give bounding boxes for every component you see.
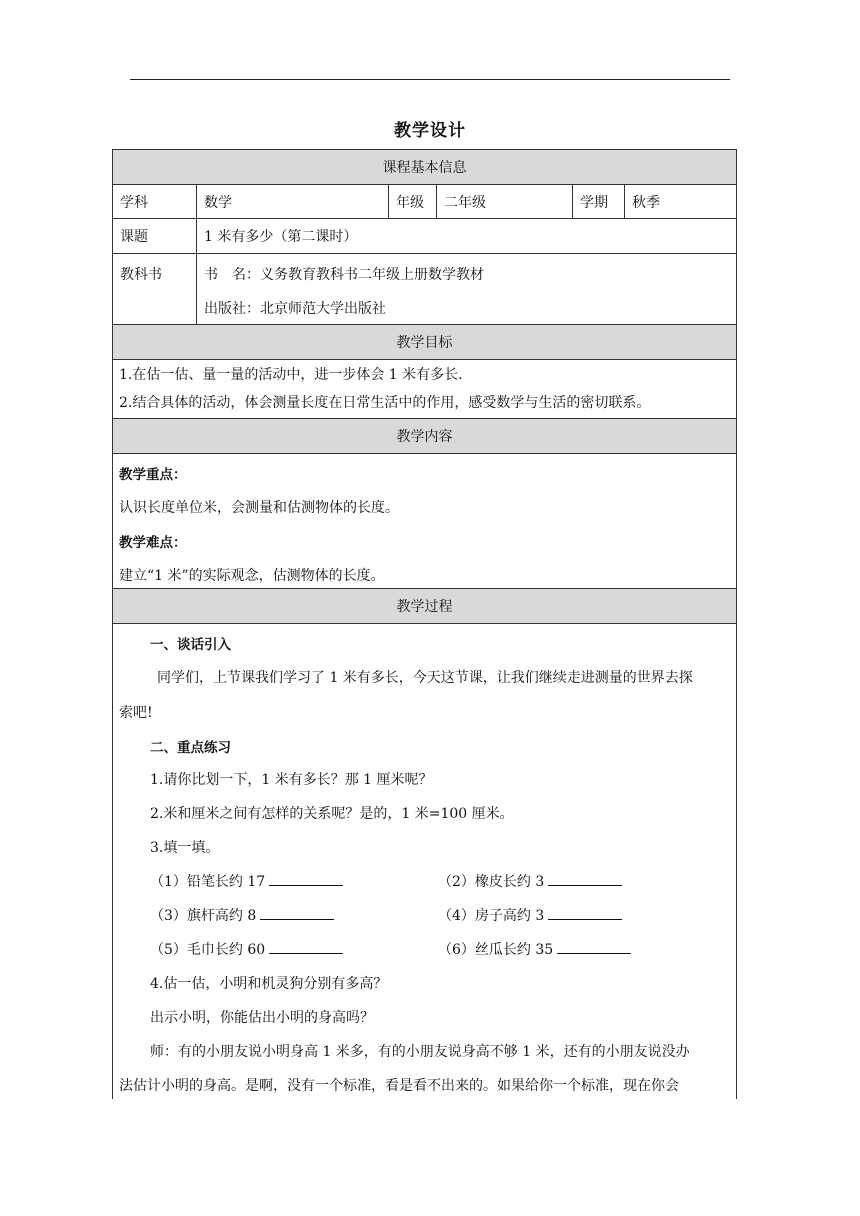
question-3: 3.填一填。 [150, 840, 220, 856]
fill-item-4: （4）房子高约 3 [438, 905, 622, 925]
term-value: 秋季 [632, 194, 660, 211]
key-points-text: 认识长度单位米，会测量和估测物体的长度。 [119, 500, 399, 516]
intro-line-2: 索吧! [119, 705, 153, 721]
show-xiaoming: 出示小明，你能估出小明的身高吗？ [150, 1010, 374, 1026]
answer-blank[interactable] [269, 952, 343, 954]
basic-info-header: 课程基本信息 [113, 150, 736, 185]
term-label: 学期 [573, 185, 625, 218]
question-2: 2.米和厘米之间有怎样的关系呢？是的，1 米=100 厘米。 [150, 806, 514, 822]
answer-blank[interactable] [269, 884, 343, 886]
process-body [113, 624, 736, 1099]
answer-blank[interactable] [557, 952, 631, 954]
section-practice-title: 二、重点练习 [150, 740, 231, 756]
textbook-label: 教科书 [113, 254, 197, 324]
textbook-value [197, 254, 736, 324]
grade-label: 年级 [389, 185, 437, 218]
objective-1: 1.在估一估、量一量的活动中，进一步体会 1 米有多长. [119, 367, 463, 383]
section-intro-title: 一、谈话引入 [150, 637, 231, 653]
textbook-name: 书 名：义务教育教科书二年级上册数学教材 [204, 267, 484, 283]
topic-value: 1 米有多少（第二课时） [204, 229, 358, 245]
subject-row [113, 185, 736, 219]
objectives-body [113, 360, 736, 419]
answer-blank[interactable] [548, 884, 622, 886]
objective-2: 2.结合具体的活动，体会测量长度在日常生活中的作用，感受数学与生活的密切联系。 [119, 395, 651, 411]
textbook-publisher: 出版社：北京师范大学出版社 [204, 301, 386, 317]
topic-label: 课题 [113, 219, 197, 253]
key-points-label: 教学重点： [119, 467, 187, 483]
header-rule [130, 79, 730, 80]
subject-label: 学科 [113, 185, 197, 218]
answer-blank[interactable] [548, 918, 622, 920]
fill-item-3: （3）旗杆高约 8 [150, 905, 334, 925]
textbook-row [113, 254, 736, 325]
topic-row [113, 219, 736, 254]
grade-value: 二年级 [437, 185, 573, 218]
document-title: 教学设计 [394, 121, 466, 141]
difficult-points-label: 教学难点： [119, 535, 187, 551]
difficult-points-text: 建立“1 米”的实际观念，估测物体的长度。 [119, 568, 385, 584]
subject-value: 数学 [197, 185, 389, 218]
answer-blank[interactable] [260, 918, 334, 920]
fill-item-2: （2）橡皮长约 3 [438, 871, 622, 891]
objectives-header: 教学目标 [113, 325, 736, 360]
teacher-line-1: 师：有的小朋友说小明身高 1 米多，有的小朋友说身高不够 1 米，还有的小朋友说没办 [150, 1044, 690, 1060]
question-1: 1.请你比划一下，1 米有多长？那 1 厘米呢？ [150, 772, 433, 788]
fill-item-1: （1）铅笔长约 17 [150, 871, 343, 891]
content-body [113, 454, 736, 589]
fill-item-5: （5）毛巾长约 60 [150, 939, 343, 959]
process-header: 教学过程 [113, 589, 736, 624]
teacher-line-2: 法估计小明的身高。是啊，没有一个标准，看是看不出来的。如果给你一个标准，现在你会 [119, 1078, 679, 1094]
content-header: 教学内容 [113, 419, 736, 454]
fill-item-6: （6）丝瓜长约 35 [438, 939, 631, 959]
intro-line-1: 同学们，上节课我们学习了 1 米有多长，今天这节课，让我们继续走进测量的世界去探 [157, 670, 693, 686]
lesson-table [112, 149, 737, 1099]
question-4: 4.估一估，小明和机灵狗分别有多高？ [150, 976, 388, 992]
